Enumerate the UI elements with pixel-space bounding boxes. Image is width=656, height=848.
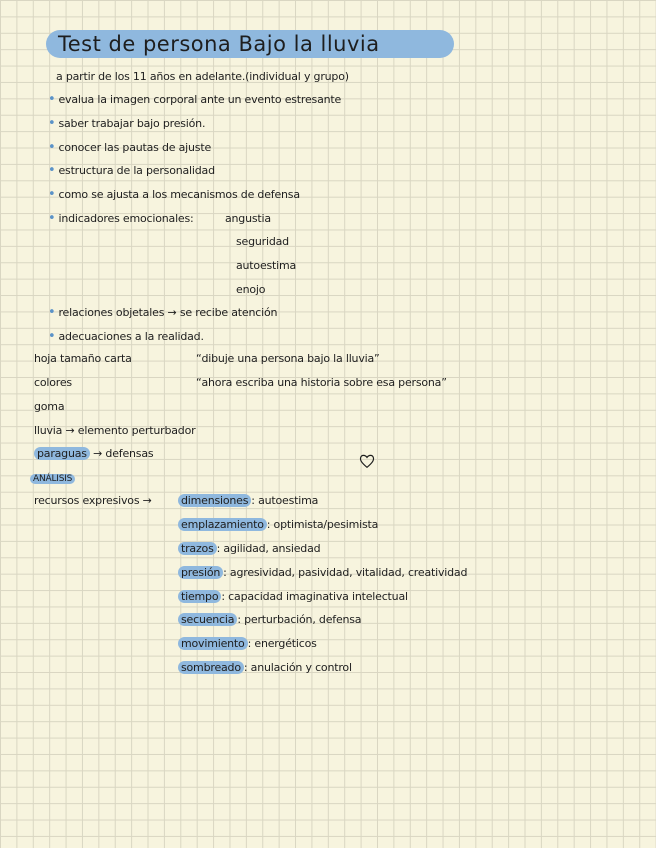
analysis-row: movimiento : energéticos (178, 637, 317, 651)
analysis-lead: recursos expresivos → (34, 494, 152, 507)
heart-icon (358, 452, 376, 470)
list-item: • evalua la imagen corporal ante un evento estresante (48, 93, 341, 107)
umbrella-label: paraguas (34, 447, 90, 460)
analysis-heading: ANÁLISIS (30, 471, 75, 486)
list-item: • estructura de la personalidad (48, 164, 215, 178)
umbrella-line (34, 447, 153, 461)
materials-colores: colores (34, 376, 72, 389)
analysis-row: emplazamiento : optimista/pesimista (178, 518, 378, 532)
list-item: • como se ajusta a los mecanismos de defensa (48, 188, 300, 202)
instruction-draw: “dibuje una persona bajo la lluvia” (196, 352, 380, 365)
emotion-item: seguridad (236, 235, 289, 248)
instruction-story: “ahora escriba una historia sobre esa persona” (196, 376, 447, 389)
list-item: • conocer las pautas de ajuste (48, 141, 211, 155)
page-title: Test de persona Bajo la lluvia (46, 30, 454, 58)
umbrella-value: → defensas (93, 447, 154, 460)
rain-element: lluvia → elemento perturbador (34, 424, 196, 437)
analysis-row: tiempo : capacidad imaginativa intelectual (178, 590, 408, 604)
analysis-row: secuencia : perturbación, defensa (178, 613, 361, 627)
emotion-item: enojo (236, 283, 266, 296)
list-item: • saber trabajar bajo presión. (48, 117, 205, 131)
emotion-item: autoestima (236, 259, 297, 272)
list-item: • adecuaciones a la realidad. (48, 330, 204, 344)
intro-line: a partir de los 11 años en adelante.(individual y grupo) (56, 70, 349, 83)
materials-goma: goma (34, 400, 65, 413)
list-item: • indicadores emocionales: (48, 212, 194, 226)
materials-hoja: hoja tamaño carta (34, 352, 132, 365)
analysis-row: dimensiones : autoestima (178, 494, 318, 508)
analysis-row: sombreado : anulación y control (178, 661, 352, 675)
list-item: • relaciones objetales → se recibe atención (48, 306, 277, 320)
analysis-row: trazos : agilidad, ansiedad (178, 542, 320, 556)
analysis-row: presión : agresividad, pasividad, vitalidad, creatividad (178, 566, 467, 580)
emotion-item: angustia (225, 212, 271, 225)
